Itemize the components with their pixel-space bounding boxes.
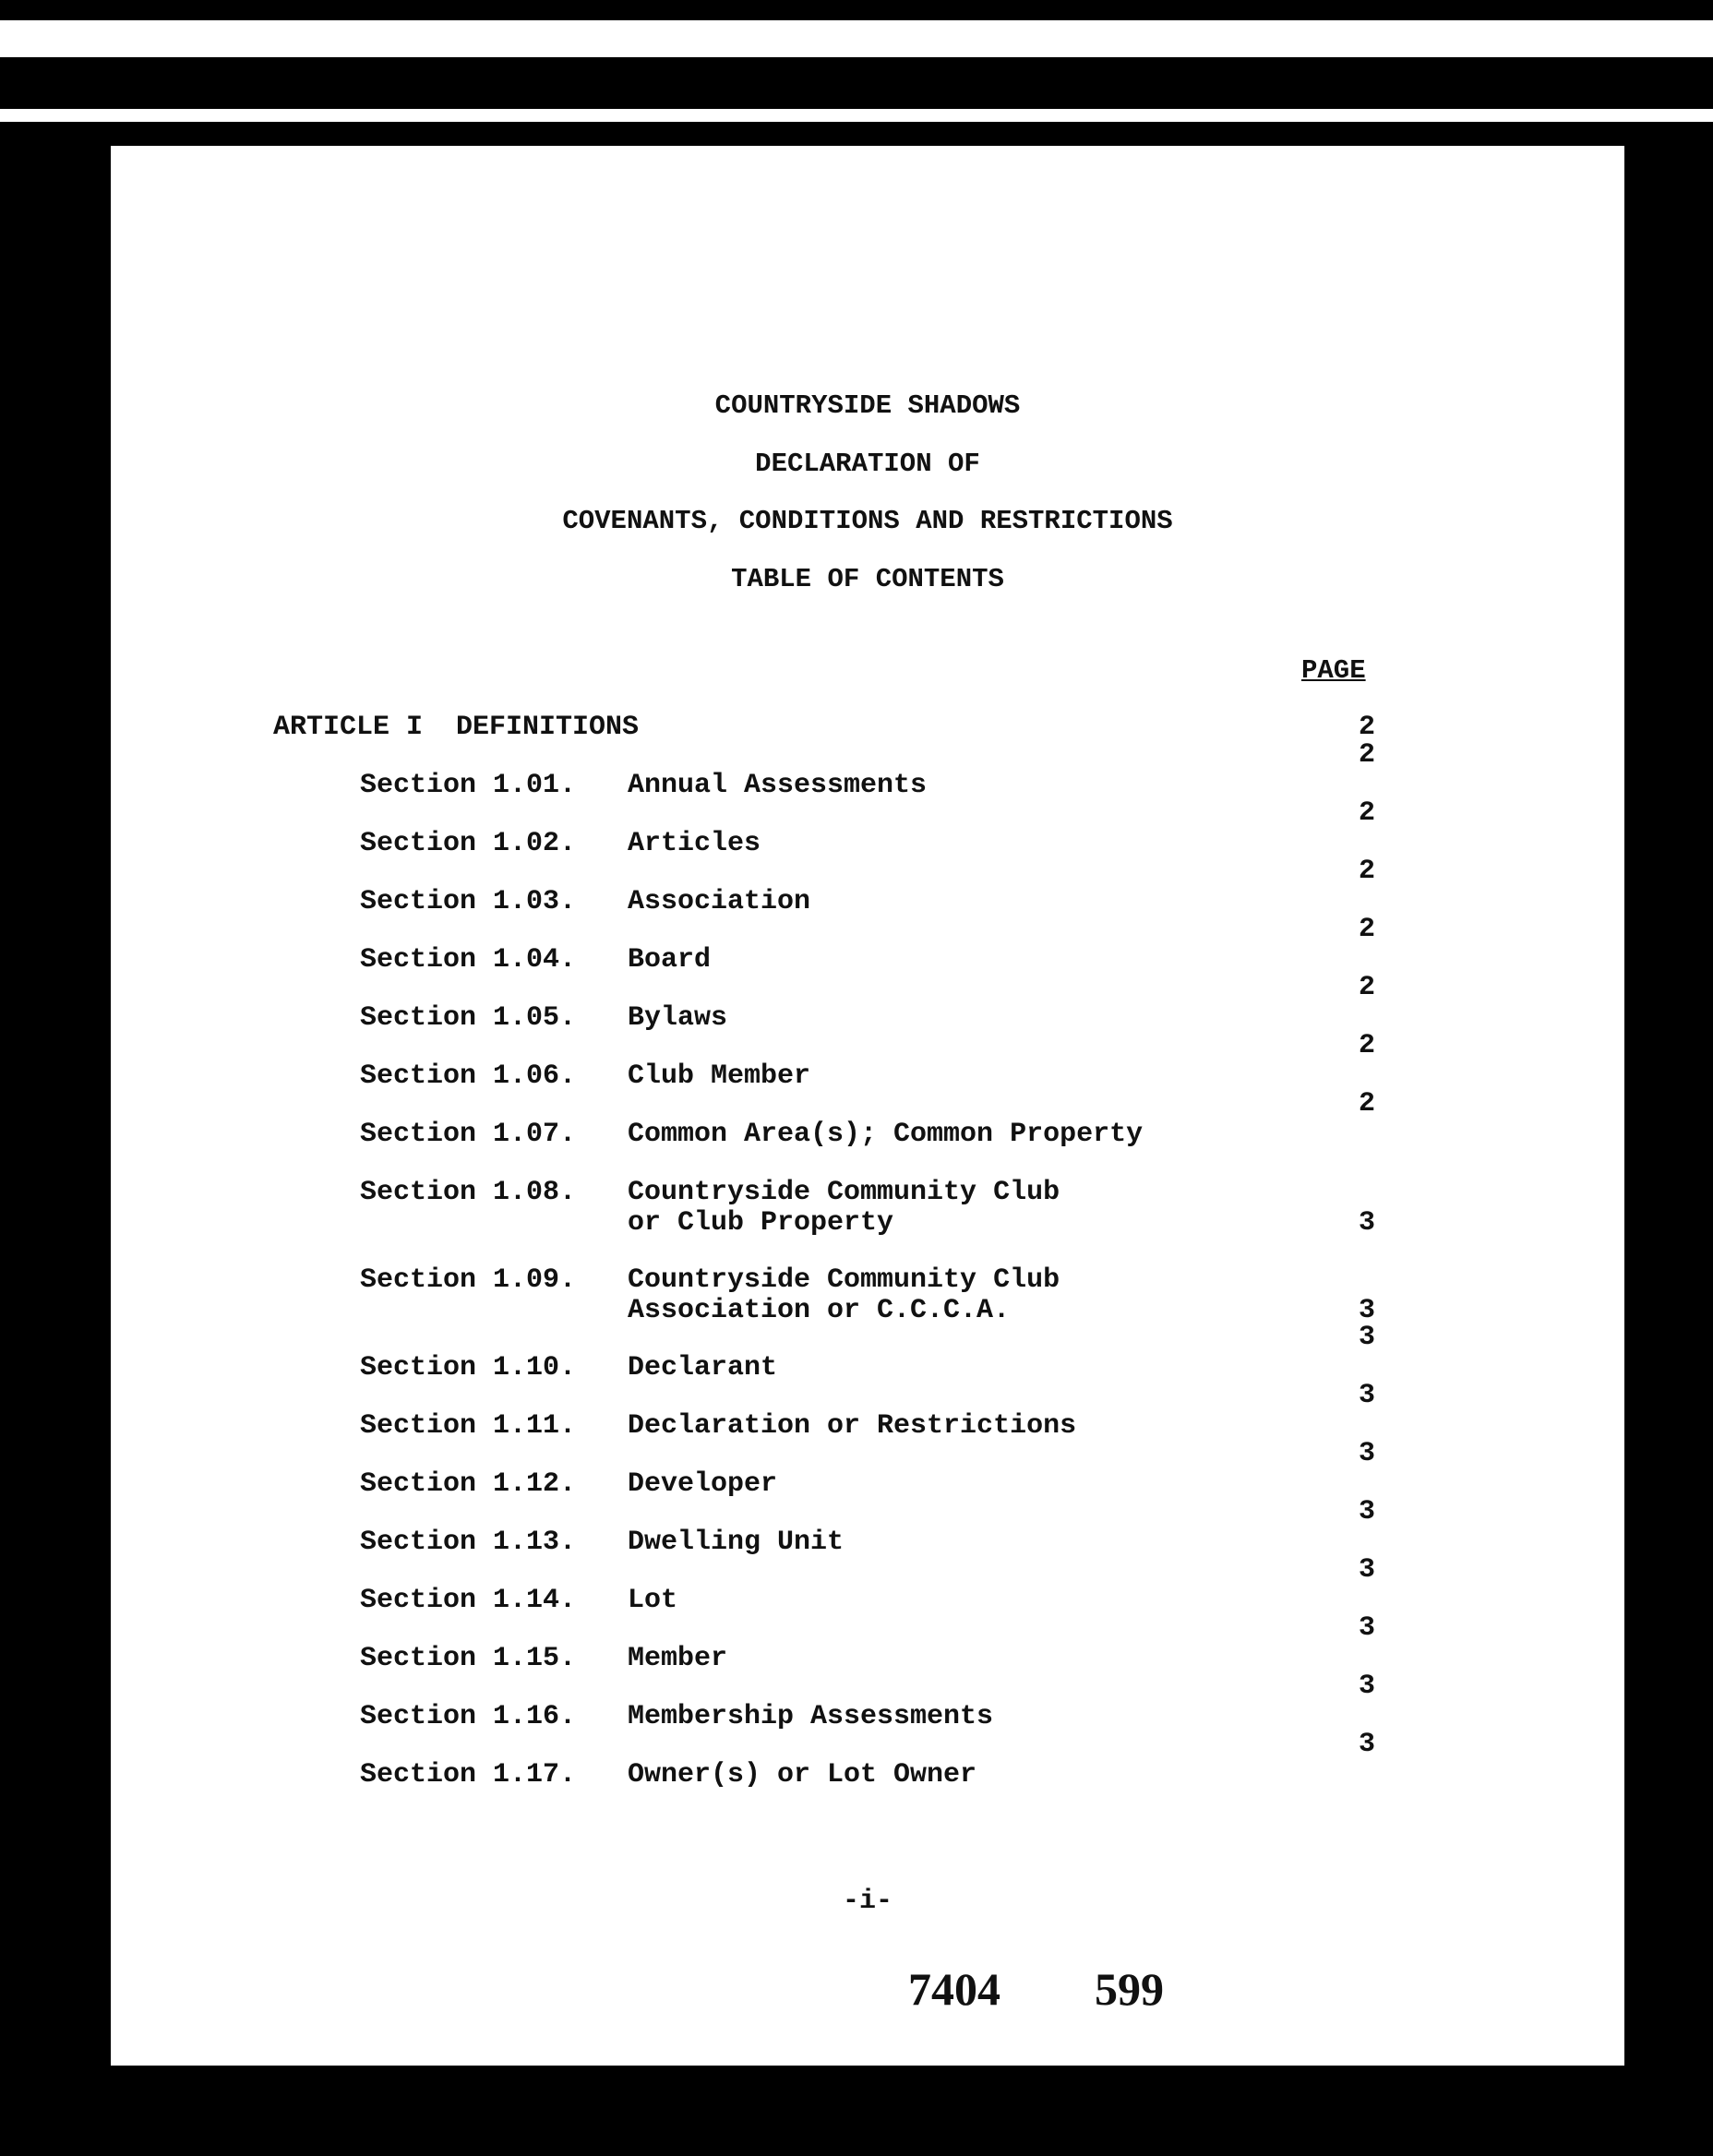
section-title: Annual Assessments	[628, 770, 928, 801]
section-number: Section 1.17.	[360, 1759, 577, 1791]
section-page: 3	[1359, 1496, 1376, 1527]
section-number: Section 1.04.	[360, 944, 577, 976]
section-number: Section 1.14.	[360, 1585, 577, 1616]
document-subtitle: DECLARATION OF	[755, 449, 980, 479]
section-number: Section 1.02.	[360, 828, 577, 859]
section-title: Membership Assessments	[628, 1701, 994, 1732]
document-page	[111, 146, 1624, 2066]
section-number: Section 1.12.	[360, 1468, 577, 1500]
section-page: 2	[1359, 856, 1376, 887]
section-number: Section 1.01.	[360, 770, 577, 801]
section-title: Common Area(s); Common Property	[628, 1119, 1144, 1150]
section-title: Association	[628, 886, 811, 917]
section-title: Declaration or Restrictions	[628, 1410, 1077, 1442]
section-number: Section 1.15.	[360, 1643, 577, 1674]
section-page: 3	[1359, 1207, 1376, 1239]
section-title: Countryside Community Club Association or C.C.C.A.	[628, 1264, 1060, 1326]
page-column-label: PAGE	[1301, 655, 1366, 686]
section-page: 3	[1359, 1322, 1376, 1353]
section-page: 3	[1359, 1380, 1376, 1411]
book-number-stamp: 7404	[908, 1963, 1000, 2015]
section-page: 2	[1359, 739, 1376, 771]
section-number: Section 1.03.	[360, 886, 577, 917]
article-page-number: 2	[1359, 712, 1376, 743]
section-number: Section 1.08.	[360, 1177, 577, 1208]
section-title: Developer	[628, 1468, 778, 1500]
section-page: 3	[1359, 1438, 1376, 1469]
section-title: Lot	[628, 1585, 678, 1616]
document-subtitle-2: COVENANTS, CONDITIONS AND RESTRICTIONS	[562, 506, 1173, 536]
section-number: Section 1.13.	[360, 1527, 577, 1558]
section-number: Section 1.05.	[360, 1002, 577, 1034]
article-title: ARTICLE I DEFINITIONS	[273, 712, 640, 743]
section-title: Bylaws	[628, 1002, 728, 1034]
scan-edge-strip	[0, 20, 1713, 57]
page-number-stamp: 599	[1095, 1963, 1164, 2015]
section-number: Section 1.11.	[360, 1410, 577, 1442]
section-page: 2	[1359, 1088, 1376, 1120]
section-title: Member	[628, 1643, 728, 1674]
scan-edge-strip-lower	[0, 109, 1713, 122]
page-folio: -i-	[842, 1886, 892, 1917]
section-page: 2	[1359, 914, 1376, 945]
section-title: Dwelling Unit	[628, 1527, 845, 1558]
section-number: Section 1.07.	[360, 1119, 577, 1150]
section-title: Club Member	[628, 1060, 811, 1092]
document-title: COUNTRYSIDE SHADOWS	[714, 390, 1021, 421]
section-number: Section 1.09.	[360, 1264, 577, 1296]
section-title: Articles	[628, 828, 761, 859]
section-title: Board	[628, 944, 712, 976]
section-number: Section 1.16.	[360, 1701, 577, 1732]
toc-heading: TABLE OF CONTENTS	[731, 564, 1004, 594]
section-page: 2	[1359, 1030, 1376, 1061]
section-page: 2	[1359, 972, 1376, 1003]
toc-row	[360, 1265, 1394, 1326]
toc-row	[360, 1178, 1394, 1239]
section-page: 3	[1359, 1295, 1376, 1326]
section-page: 3	[1359, 1729, 1376, 1760]
section-title: Declarant	[628, 1352, 778, 1383]
section-number: Section 1.10.	[360, 1352, 577, 1383]
section-page: 3	[1359, 1554, 1376, 1586]
section-number: Section 1.06.	[360, 1060, 577, 1092]
section-page: 2	[1359, 797, 1376, 829]
section-title: Countryside Community Club or Club Property	[628, 1177, 1060, 1239]
section-title: Owner(s) or Lot Owner	[628, 1759, 977, 1791]
section-page: 3	[1359, 1671, 1376, 1702]
section-page: 3	[1359, 1612, 1376, 1644]
